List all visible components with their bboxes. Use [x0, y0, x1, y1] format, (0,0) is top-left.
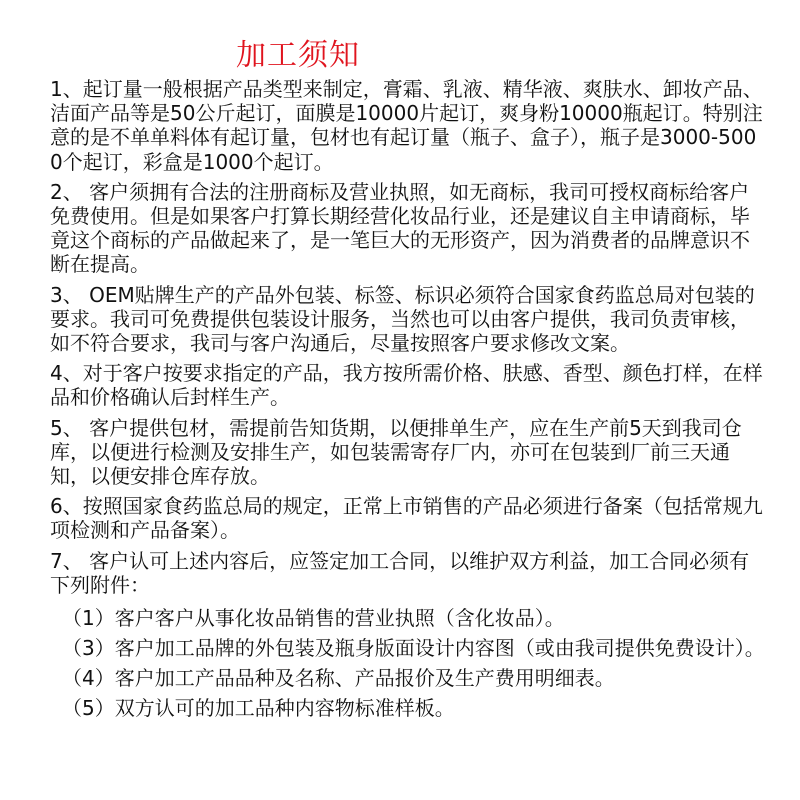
- notice-item-6: 6、按照国家食药监总局的规定，正常上市销售的产品必须进行备案（包括常规九项检测和产品备案）。: [50, 494, 763, 543]
- attachment-list: [62, 606, 766, 726]
- notice-item-1: 1、起订量一般根据产品类型来制定，膏霜、乳液、精华液、爽肤水、卸妆产品、洁面产品等是50公斤起订，面膜是10000片起订，爽身粉10000瓶起订。特别注意的是不单单料体有起订量，包材也有起订量（瓶子、盒子），瓶子是3000-5000个起订，彩盒是1000个起订。: [50, 77, 763, 174]
- attachment-item: （3）客户加工品牌的外包装及瓶身版面设计内容图（或由我司提供免费设计）。: [62, 636, 765, 660]
- notice-item-3: 3、 OEM贴牌生产的产品外包装、标签、标识必须符合国家食药监总局对包装的要求。我司可免费提供包装设计服务，当然也可以由客户提供，我司负责审核，如不符合要求，我司与客户沟通后，尽量按照客户要求修改文案。: [50, 282, 755, 356]
- attachment-item: （4）客户加工产品品种及名称、产品报价及生产费用明细表。: [62, 666, 615, 690]
- notice-item-7: 7、 客户认可上述内容后，应签定加工合同，以维护双方利益，加工合同必须有下列附件：: [50, 548, 750, 597]
- page-title: 加工须知: [236, 38, 360, 73]
- attachment-item: （1）客户客户从事化妆品销售的营业执照（含化妆品）。: [62, 606, 565, 630]
- notice-item-4: 4、对于客户按要求指定的产品，我方按所需价格、肤感、香型、颜色打样，在样品和价格确认后封样生产。: [50, 361, 763, 410]
- notice-item-2: 2、 客户须拥有合法的注册商标及营业执照，如无商标，我司可授权商标给客户免费使用。但是如果客户打算长期经营化妆品行业，还是建议自主申请商标，毕竟这个商标的产品做起来了，是一笔巨大的无形资产，因为消费者的品牌意识不断在提高。: [50, 179, 750, 277]
- notice-body: [50, 77, 766, 603]
- notice-item-5: 5、 客户提供包材，需提前告知货期，以便排单生产，应在生产前5天到我司仓库，以便进行检测及安排生产，如包装需寄存厂内，亦可在包装到厂前三天通知，以便安排仓库存放。: [50, 415, 742, 489]
- attachment-item: （5）双方认可的加工品种内容物标准样板。: [62, 696, 455, 720]
